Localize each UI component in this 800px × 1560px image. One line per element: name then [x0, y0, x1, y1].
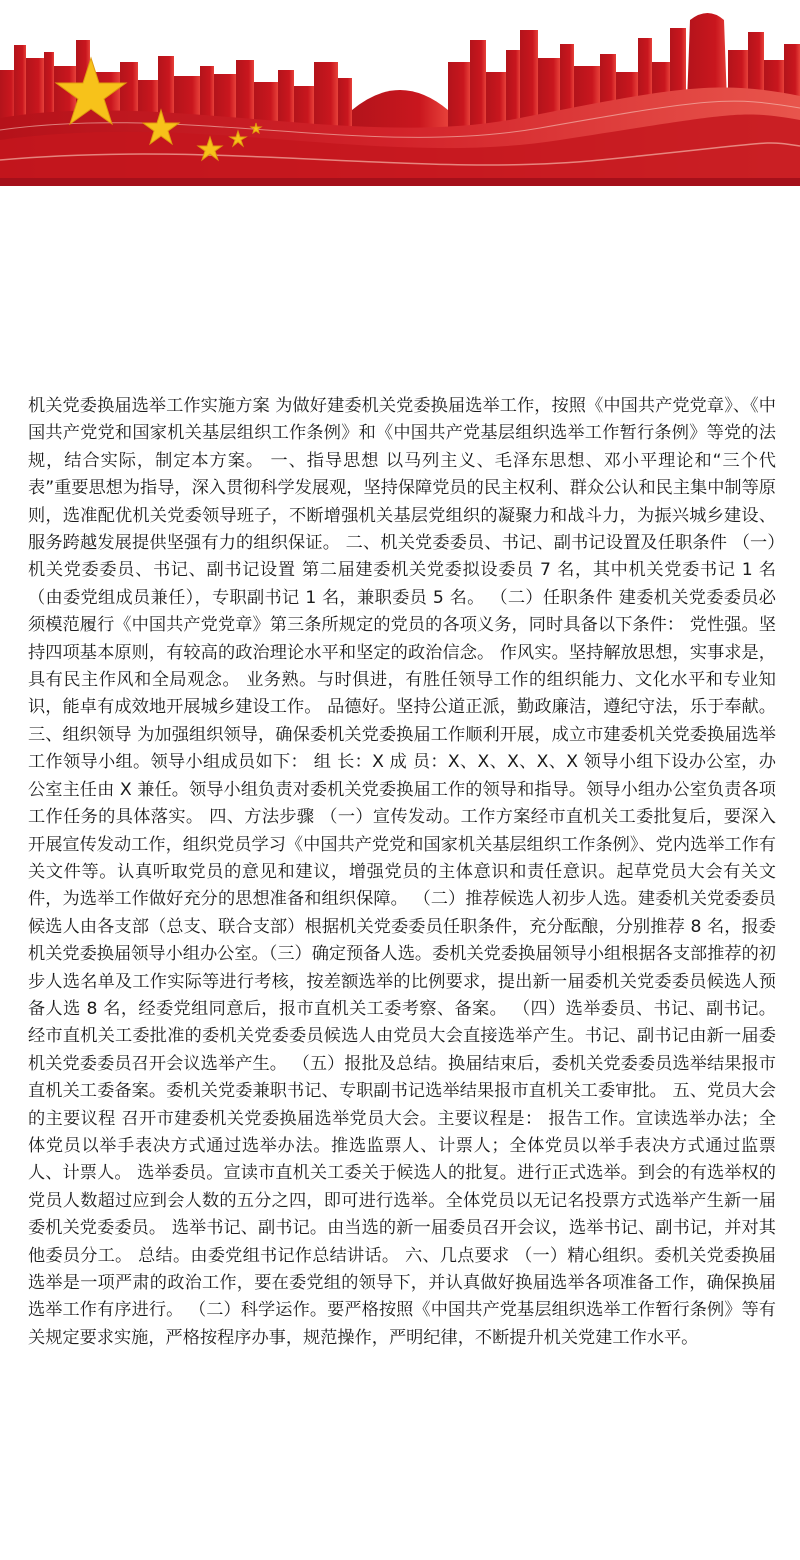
document-body: 机关党委换届选举工作实施方案 为做好建委机关党委换届选举工作，按照《中国共产党党章》、《中国共产党党和国家机关基层组织工作条例》和《中国共产党基层组织选举工作暂行条例》等党的法规，结合实际，制定本方案。 一、指导思想 以马列主义、毛泽东思想、邓小平理论和“三个代表”重要思想为指导，深入贯彻科学发展观，坚持保障党员的民主权利、群众公认和民主集中制等原则，选准配优机关党委领导班子，不断增强机关基层党组织的凝聚力和战斗力，为振兴城乡建设、服务跨越发展提供坚强有力的组织保证。 二、机关党委委员、书记、副书记设置及任职条件 （一）机关党委委员、书记、副书记设置 第二届建委机关党委拟设委员 7 名，其中机关党委书记 1 名（由委党组成员兼任），专职副书记 1 名，兼职委员 5 名。 （二）任职条件 建委机关党委委员必须模范履行《中国共产党党章》第三条所规定的党员的各项义务，同时具备以下条件： 党性强。坚持四项基本原则，有较高的政治理论水平和坚定的政治信念。 作风实。坚持解放思想，实事求是，具有民主作风和全局观念。 业务熟。与时俱进，有胜任领导工作的组织能力、文化水平和专业知识，能卓有成效地开展城乡建设工作。 品德好。坚持公道正派，勤政廉洁，遵纪守法，乐于奉献。 三、组织领导 为加强组织领导，确保委机关党委换届工作顺利开展，成立市建委机关党委换届选举工作领导小组。领导小组成员如下： 组 长：X 成 员：X、X、X、X、X 领导小组下设办公室，办公室主任由 X 兼任。领导小组负责对委机关党委换届工作的领导和指导。领导小组办公室负责各项工作任务的具体落实。 四、方法步骤 （一）宣传发动。工作方案经市直机关工委批复后，要深入开展宣传发动工作，组织党员学习《中国共产党党和国家机关基层组织工作条例》、党内选举工作有关文件等。认真听取党员的意见和建议，增强党员的主体意识和责任意识。起草党员大会有关文件，为选举工作做好充分的思想准备和组织保障。 （二）推荐候选人初步人选。建委机关党委委员候选人由各支部（总支、联合支部）根据机关党委委员任职条件，充分酝酿，分别推荐 8 名，报委机关党委换届领导小组办公室。（三）确定预备人选。委机关党委换届领导小组根据各支部推荐的初步人选名单及工作实际等进行考核，按差额选举的比例要求，提出新一届委机关党委委员候选人预备人选 8 名，经委党组同意后，报市直机关工委考察、备案。 （四）选举委员、书记、副书记。经市直机关工委批准的委机关党委委员候选人由党员大会直接选举产生。书记、副书记由新一届委机关党委委员召开会议选举产生。 （五）报批及总结。换届结束后，委机关党委委员选举结果报市直机关工委备案。委机关党委兼职书记、专职副书记选举结果报市直机关工委审批。 五、党员大会的主要议程 召开市建委机关党委换届选举党员大会。主要议程是： 报告工作。宣读选举办法；全体党员以举手表决方式通过选举办法。推选监票人、计票人；全体党员以举手表决方式通过监票人、计票人。 选举委员。宣读市直机关工委关于候选人的批复。进行正式选举。到会的有选举权的党员人数超过应到会人数的五分之四，即可进行选举。全体党员以无记名投票方式选举产生新一届委机关党委委员。 选举书记、副书记。由当选的新一届委员召开会议，选举书记、副书记，并对其他委员分工。 总结。由委党组书记作总结讲话。 六、几点要求 （一）精心组织。委机关党委换届选举是一项严肃的政治工作，要在委党组的领导下，并认真做好换届选举各项准备工作，确保换届选举工作有序进行。 （二）科学运作。要严格按照《中国共产党基层组织选举工作暂行条例》等有关规定要求实施，严格按程序办事，规范操作，严明纪律，不断提升机关党建工作水平。 — [28, 396, 776, 1348]
header-banner — [0, 0, 800, 190]
